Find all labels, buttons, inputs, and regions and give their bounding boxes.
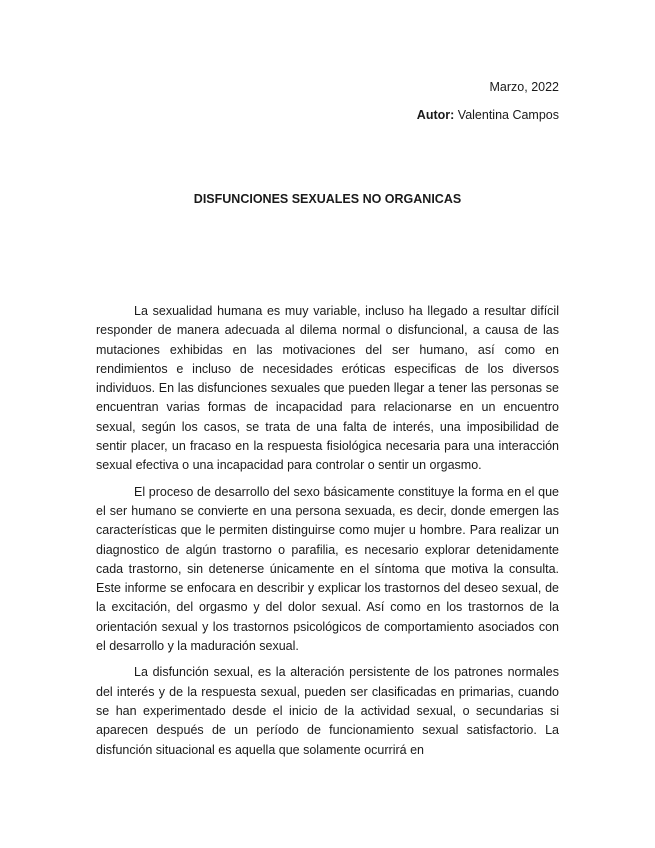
paragraph: El proceso de desarrollo del sexo básicamente constituye la forma en el que el ser humano se convierte en una persona sexuada, es decir, donde emergen las características que le permiten distinguirse como mujer u hombre. Para realizar un diagnostico de algún trastorno o parafilia, es necesario explorar detenidamente cada trastorno, sin detenerse únicamente en el síntoma que motiva la consulta. Este informe se enfocara en describir y explicar los trastornos del deseo sexual, de la excitación, del orgasmo y del dolor sexual. Así como en los trastornos de la orientación sexual y los trastornos psicológicos de comportamiento asociados con el desarrollo y la maduración sexual. [96,484,559,654]
document-date: Marzo, 2022 [489,80,559,94]
document-body [96,302,559,767]
author-label: Autor: [416,108,455,122]
paragraph: La disfunción sexual, es la alteración persistente de los patrones normales del interés y de la respuesta sexual, pueden ser clasificadas en primarias, cuando se han experimentado desde el inicio de la actividad sexual, o secundarias si aparecen después de un período de funcionamiento sexual satisfactorio. La disfunción situacional es aquella que solamente ocurrirá en [96,665,559,757]
author-name: Valentina Campos [457,108,559,122]
paragraph: La sexualidad humana es muy variable, incluso ha llegado a resultar difícil responder de manera adecuada al dilema normal o disfuncional, a causa de las mutaciones exhibidas en las motivaciones del ser humano, así como en rendimientos e incluso de necesidades eróticas especificas de los diversos individuos. En las disfunciones sexuales que pueden llegar a tener las personas se encuentran varias formas de incapacidad para relacionarse en un encuentro sexual, según los casos, se trata de una falta de interés, una imposibilidad de sentir placer, un fracaso en la respuesta fisiológica necesaria para una interacción sexual efectiva o una incapacidad para controlar o sentir un orgasmo. [96,304,559,473]
document-author [417,108,559,122]
document-title: DISFUNCIONES SEXUALES NO ORGANICAS [193,192,462,206]
